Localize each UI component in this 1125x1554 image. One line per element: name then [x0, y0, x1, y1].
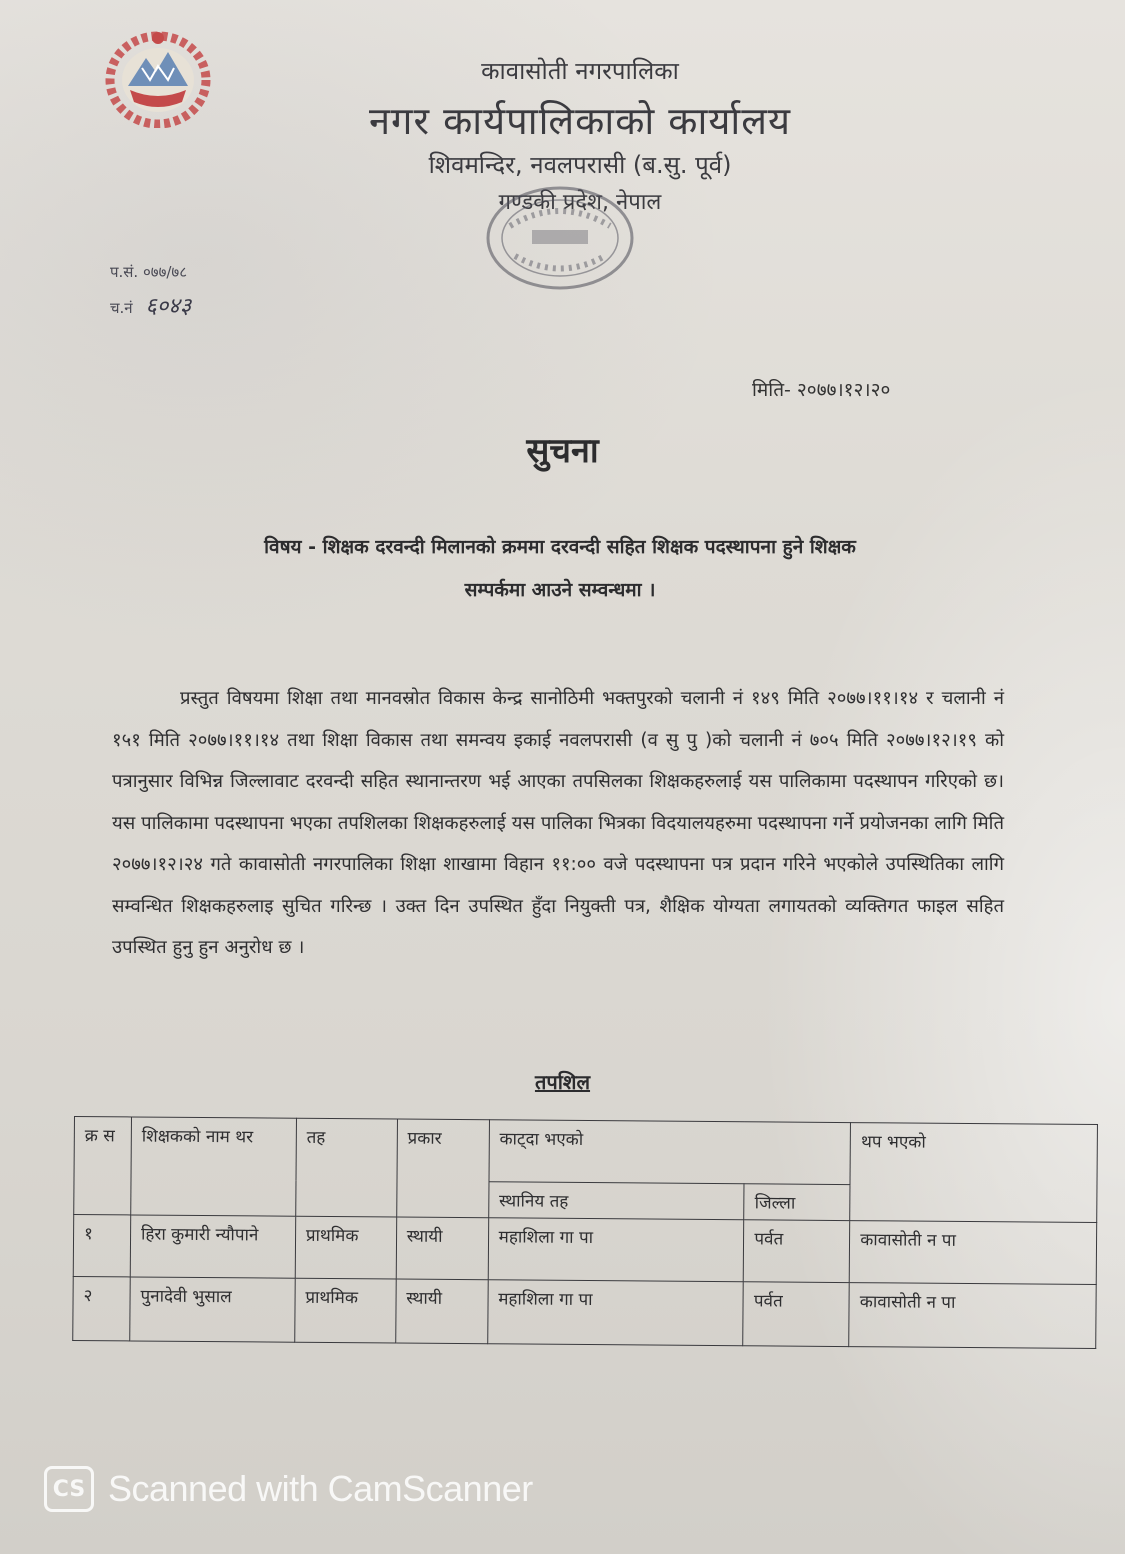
header-district: जिल्ला	[744, 1184, 850, 1221]
row-district: पर्वत	[743, 1282, 849, 1347]
row-teacher-name: हिरा कुमारी न्यौपाने	[130, 1215, 295, 1278]
notice-title: सुचना	[526, 431, 599, 471]
row-type: स्थायी	[395, 1279, 487, 1344]
row-added-to: कावासोती न पा	[849, 1283, 1096, 1349]
notice-body: प्रस्तुत विषयमा शिक्षा तथा मानवस्रोत विकास केन्द्र सानोठिमी भक्तपुरको चलानी नं १४९ मिति २०७७।११।१४ र चलानी नं १५१ मिति २०७७।११।१४ तथा शिक्षा विकास तथा समन्वय इकाई नवलपरासी (व सु पु )को चलानी नं ७०५ मिति २०७७।१२।१९ को पत्रानुसार विभिन्न जिल्लावाट दरवन्दी सहित स्थानान्तरण भई आएका तपसिलका शिक्षकहरुलाई यस पालिकामा पदस्थापन गरिएको छ। यस पालिकामा पदस्थापना भएका तपशिलका शिक्षकहरुलाई यस पालिका भित्रका विदयालयहरुमा पदस्थापना गर्ने प्रयोजनका लागि मिति २०७७।१२।२४ गते कावासोती नगरपालिका शिक्षा शाखामा विहान ११:०० वजे पदस्थापना पत्र प्रदान गरिने भएकोले उपस्थितिका लागि सम्वन्धित शिक्षकहरुलाइ सुचित गरिन्छ । उक्त दिन उपस्थित हुँदा नियुक्ती पत्र, शैक्षिक योग्यता लगायतको व्यक्तिगत फाइल सहित उपस्थित हुनु हुन अनुरोध छ ।	[112, 688, 1004, 958]
camscanner-watermark	[44, 1464, 533, 1514]
office-address: शिवमन्दिर, नवलपरासी (ब.सु. पूर्व)	[428, 151, 732, 179]
table-row	[73, 1215, 1096, 1285]
office-stamp	[470, 186, 650, 306]
teacher-table	[72, 1116, 1098, 1364]
office-name: नगर कार्यपालिकाको कार्यालय	[368, 99, 792, 143]
subject-block	[140, 526, 980, 612]
row-type: स्थायी	[396, 1217, 488, 1280]
row-added-to: कावासोती न पा	[849, 1221, 1096, 1285]
dispatch-number-row	[110, 290, 191, 320]
camscanner-text: Scanned with CamScanner	[108, 1468, 533, 1509]
row-district: पर्वत	[744, 1220, 850, 1283]
row-serial: २	[73, 1276, 130, 1340]
subject-line-1: विषय - शिक्षक दरवन्दी मिलानको क्रममा दरवन्दी सहित शिक्षक पदस्थापना हुने शिक्षक	[264, 536, 856, 558]
dispatch-label: च.नं	[110, 299, 133, 317]
header-added-to: थप भएको	[850, 1123, 1098, 1223]
header-local-level: स्थानिय तह	[488, 1182, 744, 1220]
camscanner-logo-icon: CS	[44, 1466, 94, 1512]
nepal-emblem-logo	[98, 28, 218, 128]
row-level: प्राथमिक	[295, 1216, 396, 1279]
letter-date: मिति- २०७७।१२।२०	[752, 379, 891, 401]
annex-title: तपशिल	[534, 1070, 591, 1094]
row-local-level: महाशिला गा पा	[487, 1280, 743, 1346]
header-teacher-name: शिक्षकको नाम थर	[131, 1117, 297, 1216]
table-row	[73, 1276, 1096, 1348]
header-serial: क्र स	[74, 1117, 132, 1215]
header-released-from: काट्दा भएको	[489, 1120, 851, 1185]
row-local-level: महाशिला गा पा	[488, 1218, 744, 1282]
header-type: प्रकार	[396, 1119, 489, 1218]
row-level: प्राथमिक	[295, 1278, 396, 1343]
dispatch-number: ६०४३	[145, 294, 192, 319]
row-serial: १	[73, 1215, 130, 1277]
municipality-name: कावासोती नगरपालिका	[481, 57, 679, 85]
subject-line-2: सम्पर्कमा आउने सम्वन्धमा ।	[464, 579, 656, 601]
province-name: गण्डकी प्रदेश, नेपाल	[498, 190, 662, 215]
header-level: तह	[296, 1118, 398, 1217]
fiscal-year: प.सं. ०७७/७८	[110, 263, 188, 281]
row-teacher-name: पुनादेवी भुसाल	[130, 1277, 295, 1342]
